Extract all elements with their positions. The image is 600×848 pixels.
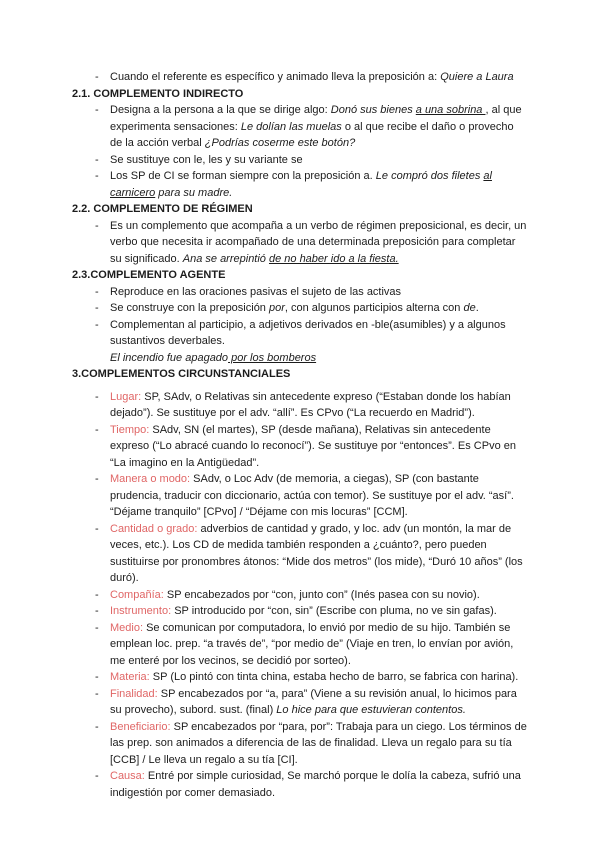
- cc-label: Medio:: [110, 621, 144, 634]
- text-run: al carnicero: [110, 170, 492, 199]
- bullet-dash-icon: -: [95, 285, 99, 298]
- text-run: por los bomberos: [228, 351, 317, 364]
- text-run: SP encabezados por “para, por”: Trabaja para un ciego. Los términos de las prep. son animados a diferencia de las de finalidad. Lleva un regalo para su tía [CCB] / Le lleva un regalo a su tía [CI].: [110, 720, 527, 766]
- text-run: El incendio fue apagado: [110, 351, 229, 364]
- text-run: 2.1. COMPLEMENTO INDIRECTO: [72, 87, 244, 100]
- text-run: por: [268, 302, 285, 314]
- bullet-item: [72, 300, 528, 317]
- cc-label: Compañía:: [110, 588, 164, 601]
- bullet-dash-icon: -: [95, 770, 99, 782]
- text-run: SP (Lo pintó con tinta china, estaba hecho de barro, se fabrica con harina).: [149, 671, 519, 683]
- text-run: de no haber ido a la fiesta.: [268, 252, 399, 265]
- text-run: Los SP de CI se forman siempre con la preposición a.: [110, 170, 376, 182]
- document-body: [72, 69, 528, 801]
- text-run: Se sustituye con le, les y su variante se: [110, 153, 303, 166]
- bullet-item: [72, 284, 528, 301]
- text-run: Quiere a Laura: [440, 71, 514, 83]
- text-run: , con algunos participios alterna con: [284, 302, 464, 314]
- cc-label: Manera o modo:: [110, 473, 191, 485]
- text-run: Reproduce en las oraciones pasivas el sujeto de las activas: [110, 285, 402, 298]
- section-heading: [72, 366, 528, 383]
- bullet-item: [72, 317, 528, 350]
- cc-label: Cantidad o grado:: [110, 522, 198, 535]
- text-run: 2.2. COMPLEMENTO DE RÉGIMEN: [72, 203, 253, 215]
- text-run: SP introducido por “con, sin” (Escribe con pluma, no ve sin gafas).: [171, 605, 497, 617]
- text-run: Designa a la persona a la que se dirige algo:: [110, 104, 331, 116]
- bullet-dash-icon: -: [95, 605, 99, 617]
- bullet-dash-icon: -: [95, 318, 99, 331]
- text-run: Cuando el referente es específico y animado lleva la preposición a:: [110, 71, 441, 83]
- bullet-dash-icon: -: [95, 671, 99, 683]
- bullet-item: [72, 218, 528, 268]
- text-run: SP encabezados por “a, para” (Viene a su revisión anual, lo hicimos para su provecho), subord. sust. (final): [110, 687, 517, 716]
- text-run: Complementan al participio, a adjetivos derivados en -ble(asumibles) y a algunos sustantivos deverbales.: [110, 318, 506, 347]
- bullet-dash-icon: -: [95, 522, 99, 535]
- bullet-item: [72, 620, 528, 670]
- text-run: adverbios de cantidad y grado, y loc. adv (un montón, la mar de veces, etc.). Los CD de medida también responden a ¿cuánto?, pero pueden sustituirse por pronombres átonos: “Mide dos metros” (los mide), “Duró 10 años” (los duró).: [110, 522, 523, 584]
- bullet-dash-icon: -: [95, 720, 99, 733]
- bullet-dash-icon: -: [95, 219, 99, 232]
- bullet-item: [72, 168, 528, 201]
- bullet-item: [72, 587, 528, 604]
- text-run: Lo hice para que estuvieran contentos.: [276, 704, 466, 716]
- text-run: SAdv, o Loc Adv (de memoria, a ciegas), SP (con bastante prudencia, traducir con diccionario, actúa con temor). Se sustituye por el adv. “así”. “Déjame tranquilo” [CPvo] / “Déjame con mis locuras” [CCM].: [110, 473, 514, 518]
- bullet-dash-icon: -: [95, 423, 99, 436]
- text-run: a una sobrina: [415, 104, 486, 116]
- text-run: , al que experimenta sensaciones:: [110, 104, 522, 133]
- text-run: Donó sus bienes: [330, 104, 416, 116]
- bullet-dash-icon: -: [95, 621, 99, 634]
- bullet-dash-icon: -: [95, 390, 99, 403]
- bullet-dash-icon: -: [95, 104, 99, 116]
- cc-label: Finalidad:: [110, 687, 158, 700]
- text-run: Le dolían las muelas: [240, 120, 345, 133]
- bullet-item: [72, 669, 528, 686]
- text-run: .: [475, 302, 479, 314]
- text-run: 3.COMPLEMENTOS CIRCUNSTANCIALES: [72, 368, 291, 380]
- bullet-dash-icon: -: [95, 588, 99, 601]
- bullet-dash-icon: -: [95, 153, 99, 166]
- bullet-item: [72, 102, 528, 152]
- bullet-item: [72, 69, 528, 86]
- bullet-dash-icon: -: [95, 71, 99, 83]
- example-line: [72, 350, 528, 367]
- section-heading: [72, 201, 528, 218]
- text-run: o al que recibe el daño o provecho de la acción verbal: [110, 120, 514, 149]
- text-run: SP, SAdv, o Relativas sin antecedente expreso (“Estaban donde los habían dejado”). Se sustituye por el adv. “allí”. Es CPvo (“La recuerdo en Madrid”).: [110, 390, 511, 419]
- bullet-item: [72, 603, 528, 620]
- text-run: Se comunican por computadora, lo envió por medio de su hijo. También se emplean loc. prep. “a través de”, “por medio de” (Viaje en tren, lo envían por avión, me enteré por los vecinos, se decidió por sorteo).: [110, 621, 514, 667]
- bullet-item: [72, 389, 528, 422]
- text-run: Se construye con la preposición: [110, 302, 269, 314]
- bullet-dash-icon: -: [95, 302, 99, 314]
- bullet-item: [72, 768, 528, 801]
- text-run: ¿Podrías coserme este botón?: [204, 137, 356, 149]
- cc-label: Instrumento:: [110, 605, 172, 617]
- cc-label: Tiempo:: [110, 423, 150, 436]
- text-run: Entré por simple curiosidad, Se marchó porque le dolía la cabeza, sufrió una indigestión por comer demasiado.: [110, 770, 521, 799]
- bullet-dash-icon: -: [95, 170, 99, 182]
- bullet-item: [72, 521, 528, 587]
- bullet-item: [72, 471, 528, 521]
- section-heading: [72, 86, 528, 103]
- bullet-dash-icon: -: [95, 473, 99, 485]
- cc-label: Materia:: [110, 671, 150, 683]
- bullet-dash-icon: -: [95, 687, 99, 700]
- bullet-item: [72, 686, 528, 719]
- bullet-item: [72, 422, 528, 472]
- bullet-item: [72, 719, 528, 769]
- cc-label: Beneficiario:: [110, 720, 171, 733]
- text-run: para su madre.: [155, 186, 233, 199]
- text-run: SAdv, SN (el martes), SP (desde mañana), Relativas sin antecedente expreso (“Lo abracé cuando lo reconocí”). Se sustituye por “entonces”. Es CPvo en “La imagino en la Antigüedad”.: [110, 423, 516, 469]
- text-run: Es un complemento que acompaña a un verbo de régimen preposicional, es decir, un verbo que necesita ir acompañado de una determinada preposición para completar su significado.: [110, 219, 527, 265]
- section-heading: [72, 267, 528, 284]
- bullet-item: [72, 152, 528, 169]
- cc-label: Lugar:: [110, 390, 142, 403]
- text-run: de: [463, 302, 476, 314]
- text-run: Ana se arrepintió: [182, 252, 269, 265]
- text-run: SP encabezados por “con, junto con” (Inés pasea con su novio).: [163, 588, 480, 601]
- text-run: Le compró dos filetes: [375, 170, 484, 182]
- cc-label: Causa:: [110, 770, 145, 782]
- text-run: 2.3.COMPLEMENTO AGENTE: [72, 269, 226, 281]
